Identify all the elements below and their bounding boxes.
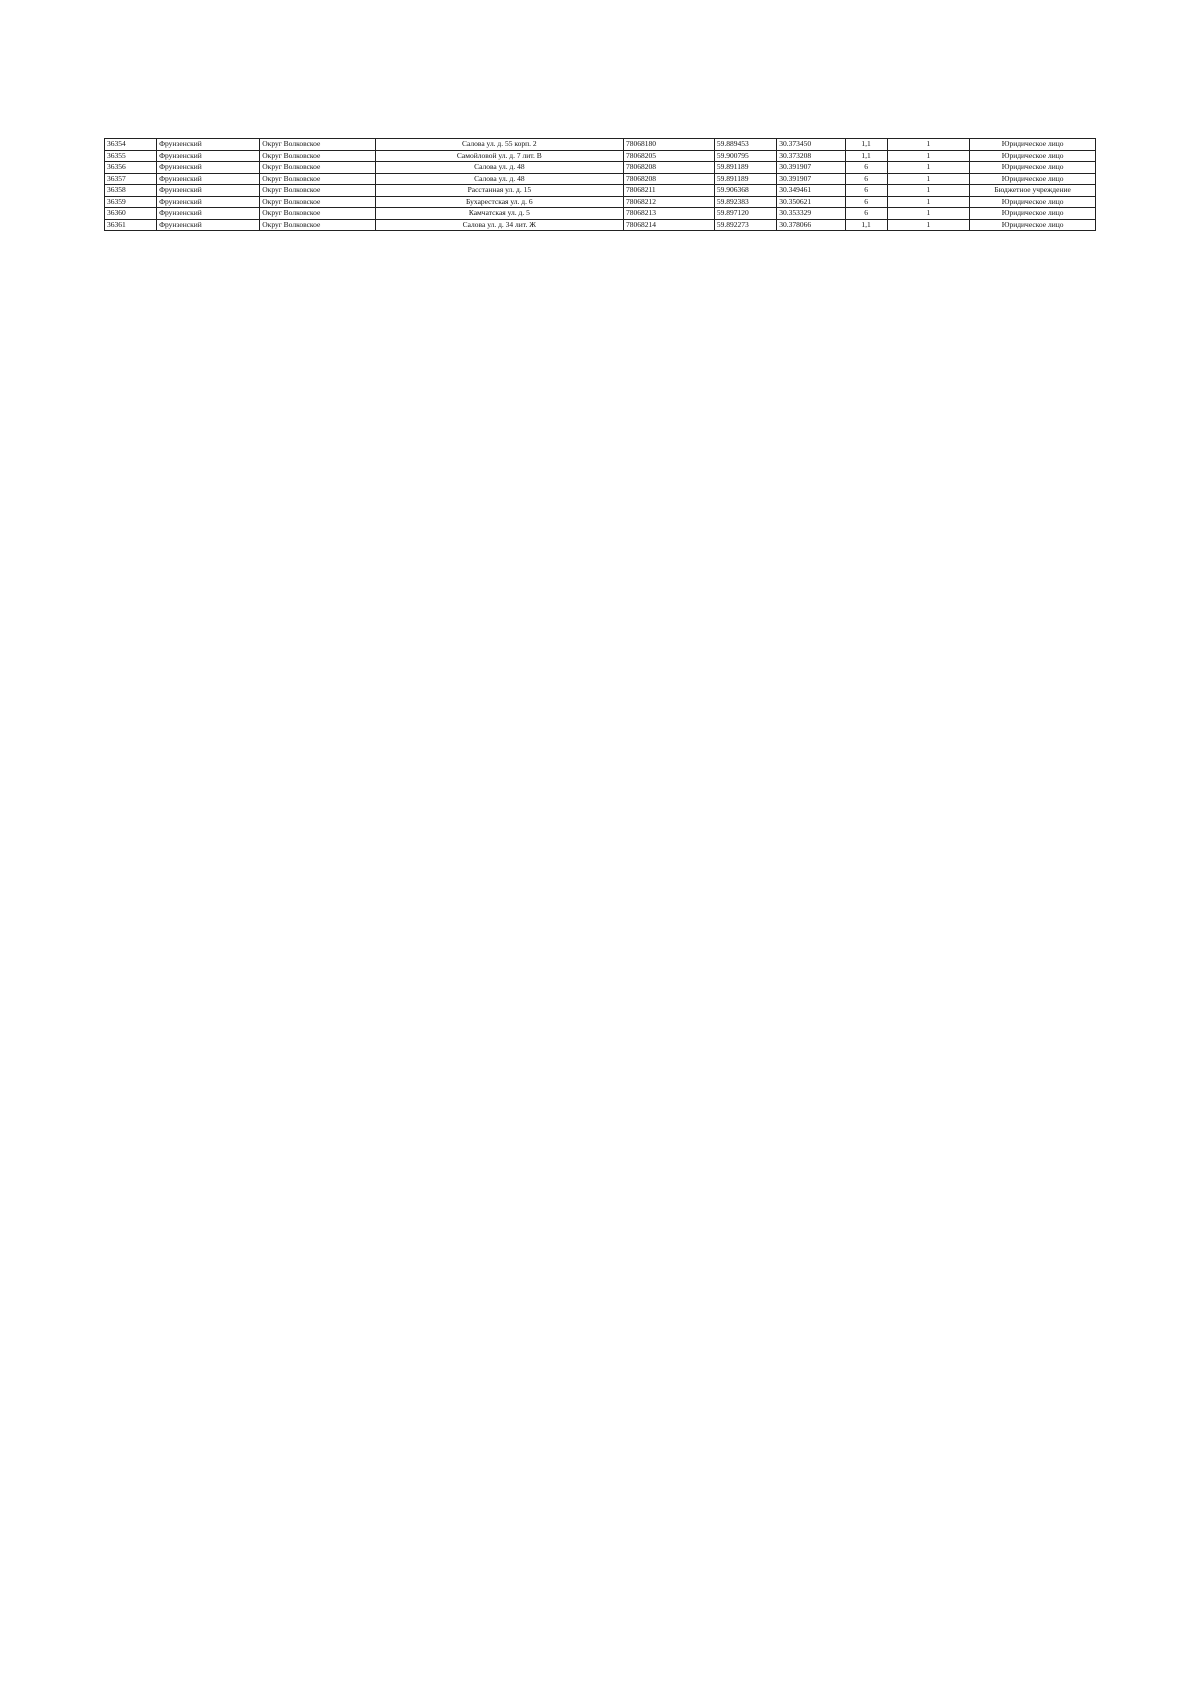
table-cell: 78068214 bbox=[623, 219, 714, 231]
table-cell: 30.349461 bbox=[777, 185, 845, 197]
table-cell: Салова ул. д. 48 bbox=[375, 173, 623, 185]
table-cell: 78068208 bbox=[623, 162, 714, 174]
table-row bbox=[105, 162, 1096, 174]
table-cell: Округ Волковское bbox=[260, 139, 375, 151]
table-cell: 30.373450 bbox=[777, 139, 845, 151]
table-cell: Фрунзенский bbox=[157, 196, 260, 208]
table-cell: Расстанная ул. д. 15 bbox=[375, 185, 623, 197]
table-cell: Юридическое лицо bbox=[970, 162, 1096, 174]
table-row bbox=[105, 185, 1096, 197]
table-cell: 78068208 bbox=[623, 173, 714, 185]
table-cell: Округ Волковское bbox=[260, 162, 375, 174]
table-cell: 1 bbox=[887, 196, 970, 208]
table-cell: 59.889453 bbox=[714, 139, 776, 151]
table-cell: 30.391907 bbox=[777, 162, 845, 174]
table-cell: Юридическое лицо bbox=[970, 196, 1096, 208]
table-cell: 30.350621 bbox=[777, 196, 845, 208]
table-cell: 1 bbox=[887, 208, 970, 220]
table-cell: 1,1 bbox=[845, 139, 887, 151]
table-cell: 78068180 bbox=[623, 139, 714, 151]
table-cell: 59.891189 bbox=[714, 162, 776, 174]
table-cell: 30.373208 bbox=[777, 150, 845, 162]
table-cell: Юридическое лицо bbox=[970, 219, 1096, 231]
table-cell: 59.891189 bbox=[714, 173, 776, 185]
table-cell: Юридическое лицо bbox=[970, 139, 1096, 151]
table-cell: 59.897120 bbox=[714, 208, 776, 220]
table-cell: 1 bbox=[887, 185, 970, 197]
table-cell: Округ Волковское bbox=[260, 208, 375, 220]
table-cell: Фрунзенский bbox=[157, 219, 260, 231]
table-cell: Салова ул. д. 55 корп. 2 bbox=[375, 139, 623, 151]
document-page bbox=[104, 138, 1096, 231]
table-cell: 6 bbox=[845, 196, 887, 208]
table-cell: Фрунзенский bbox=[157, 139, 260, 151]
table-cell: 6 bbox=[845, 162, 887, 174]
table-cell: 36358 bbox=[105, 185, 157, 197]
table-cell: Камчатская ул. д. 5 bbox=[375, 208, 623, 220]
table-cell: Юридическое лицо bbox=[970, 208, 1096, 220]
table-cell: 36361 bbox=[105, 219, 157, 231]
table-cell: Фрунзенский bbox=[157, 208, 260, 220]
table-row bbox=[105, 173, 1096, 185]
table-cell: 36355 bbox=[105, 150, 157, 162]
table-cell: 1 bbox=[887, 219, 970, 231]
table-row bbox=[105, 196, 1096, 208]
table-cell: 78068212 bbox=[623, 196, 714, 208]
table-cell: Бухарестская ул. д. 6 bbox=[375, 196, 623, 208]
table-cell: 6 bbox=[845, 173, 887, 185]
table-cell: Бюджетное учреждение bbox=[970, 185, 1096, 197]
table-cell: 1,1 bbox=[845, 219, 887, 231]
table-cell: Самойловой ул. д. 7 лит. В bbox=[375, 150, 623, 162]
table-row bbox=[105, 208, 1096, 220]
table-cell: 36357 bbox=[105, 173, 157, 185]
table-cell: Юридическое лицо bbox=[970, 150, 1096, 162]
table-cell: 59.892383 bbox=[714, 196, 776, 208]
table-cell: 78068205 bbox=[623, 150, 714, 162]
table-row bbox=[105, 139, 1096, 151]
table-cell: 36360 bbox=[105, 208, 157, 220]
table-cell: 36354 bbox=[105, 139, 157, 151]
table-body bbox=[105, 139, 1096, 231]
table-cell: 1 bbox=[887, 139, 970, 151]
table-cell: 78068213 bbox=[623, 208, 714, 220]
table-cell: 1 bbox=[887, 173, 970, 185]
table-cell: Округ Волковское bbox=[260, 185, 375, 197]
table-cell: 1 bbox=[887, 150, 970, 162]
table-cell: Фрунзенский bbox=[157, 185, 260, 197]
table-cell: 6 bbox=[845, 208, 887, 220]
table-cell: 59.892273 bbox=[714, 219, 776, 231]
table-cell: 59.900795 bbox=[714, 150, 776, 162]
table-cell: 1 bbox=[887, 162, 970, 174]
table-cell: 78068211 bbox=[623, 185, 714, 197]
table-cell: Юридическое лицо bbox=[970, 173, 1096, 185]
table-cell: Округ Волковское bbox=[260, 196, 375, 208]
table-row bbox=[105, 150, 1096, 162]
table-cell: Округ Волковское bbox=[260, 173, 375, 185]
table-cell: 36356 bbox=[105, 162, 157, 174]
table-cell: Салова ул. д. 34 лит. Ж bbox=[375, 219, 623, 231]
table-cell: 30.353329 bbox=[777, 208, 845, 220]
table-cell: Округ Волковское bbox=[260, 219, 375, 231]
table-row bbox=[105, 219, 1096, 231]
table-cell: Фрунзенский bbox=[157, 173, 260, 185]
table-cell: 36359 bbox=[105, 196, 157, 208]
table-cell: Фрунзенский bbox=[157, 162, 260, 174]
table-cell: 59.906368 bbox=[714, 185, 776, 197]
table-cell: Округ Волковское bbox=[260, 150, 375, 162]
address-table bbox=[104, 138, 1096, 231]
table-cell: 6 bbox=[845, 185, 887, 197]
table-cell: Фрунзенский bbox=[157, 150, 260, 162]
table-cell: 30.391907 bbox=[777, 173, 845, 185]
table-cell: 30.378066 bbox=[777, 219, 845, 231]
table-cell: 1,1 bbox=[845, 150, 887, 162]
table-cell: Салова ул. д. 48 bbox=[375, 162, 623, 174]
